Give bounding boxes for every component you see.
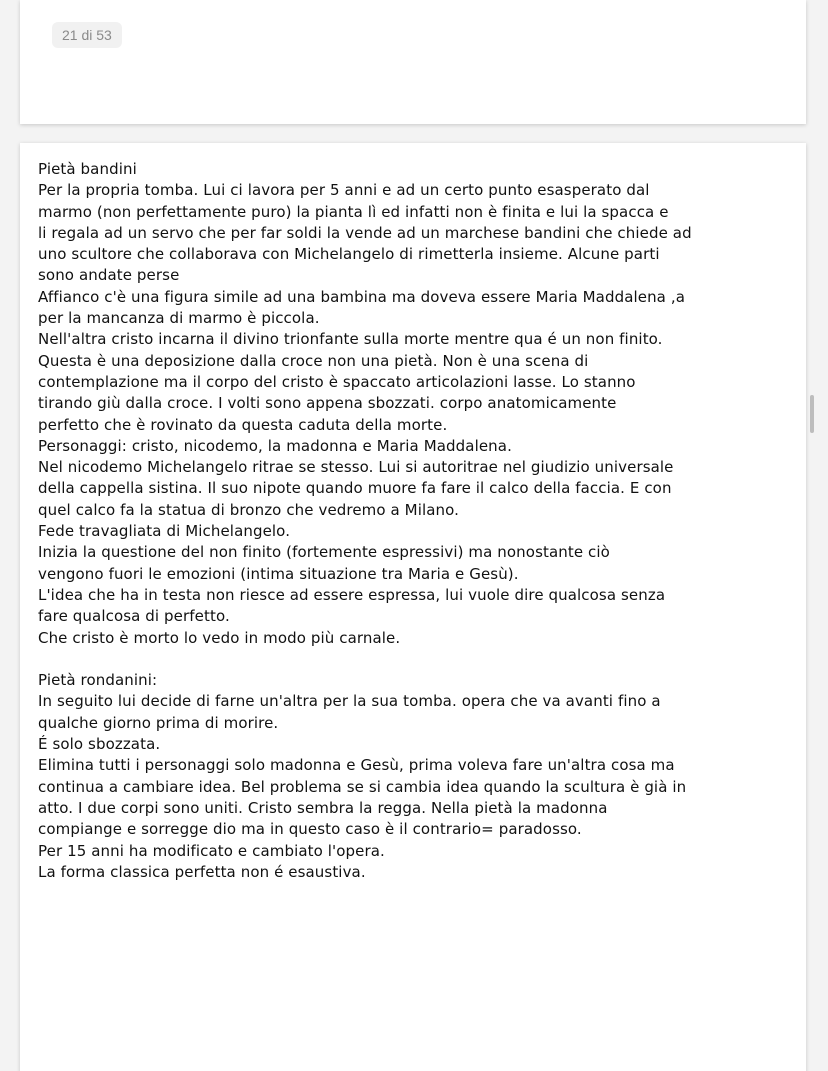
- blank-line: [38, 649, 798, 670]
- text-line: atto. I due corpi sono uniti. Cristo sembra la regga. Nella pietà la madonna: [38, 798, 608, 817]
- text-line: Questa è una deposizione dalla croce non una pietà. Non è una scena di: [38, 351, 589, 370]
- text-line: uno scultore che collaborava con Michelangelo di rimetterla insieme. Alcune parti: [38, 245, 660, 264]
- section-title-pieta-bandini: Pietà bandini: [38, 160, 137, 178]
- text-line: Personaggi: cristo, nicodemo, la madonna e Maria Maddalena.: [38, 436, 512, 455]
- text-line: Per 15 anni ha modificato e cambiato l'opera.: [38, 841, 385, 860]
- current-page: [20, 143, 806, 1071]
- text-line: Fede travagliata di Michelangelo.: [38, 522, 291, 541]
- previous-page: [20, 0, 806, 124]
- text-line: compiange e sorregge dio ma in questo caso è il contrario= paradosso.: [38, 820, 582, 839]
- handwritten-notes: [38, 159, 798, 883]
- text-line: li regala ad un servo che per far soldi la vende ad un marchese bandini che chiede ad: [38, 223, 692, 242]
- text-line: marmo (non perfettamente puro) la pianta lì ed infatti non è finita e lui la spacca e: [38, 202, 669, 221]
- text-line: per la mancanza di marmo è piccola.: [38, 309, 320, 328]
- text-line: L'idea che ha in testa non riesce ad essere espressa, lui vuole dire qualcosa senza: [38, 585, 666, 604]
- text-line: quel calco fa la statua di bronzo che vedremo a Milano.: [38, 500, 460, 519]
- text-line: sono andate perse: [38, 266, 180, 285]
- text-line: fare qualcosa di perfetto.: [38, 607, 230, 626]
- text-line: tirando giù dalla croce. I volti sono appena sbozzati. corpo anatomicamente: [38, 394, 617, 413]
- text-line: É solo sbozzata.: [38, 735, 161, 754]
- text-line: Inizia la questione del non finito (fortemente espressivi) ma nonostante ciò: [38, 543, 610, 562]
- text-line: Nel nicodemo Michelangelo ritrae se stesso. Lui si autoritrae nel giudizio universale: [38, 458, 674, 477]
- text-line: Che cristo è morto lo vedo in modo più carnale.: [38, 628, 401, 647]
- text-line: In seguito lui decide di farne un'altra per la sua tomba. opera che va avanti fino a: [38, 692, 661, 711]
- page-counter-badge: 21 di 53: [52, 22, 122, 48]
- text-line: contemplazione ma il corpo del cristo è spaccato articolazioni lasse. Lo stanno: [38, 372, 636, 391]
- text-line: Nell'altra cristo incarna il divino trionfante sulla morte mentre qua é un non finito.: [38, 330, 663, 349]
- text-line: vengono fuori le emozioni (intima situazione tra Maria e Gesù).: [38, 564, 519, 583]
- section-title-pieta-rondanini: Pietà rondanini:: [38, 671, 158, 690]
- text-line: perfetto che è rovinato da questa caduta della morte.: [38, 415, 448, 434]
- text-line: qualche giorno prima di morire.: [38, 713, 279, 732]
- text-line: continua a cambiare idea. Bel problema se si cambia idea quando la scultura è già in: [38, 777, 687, 796]
- text-line: Elimina tutti i personaggi solo madonna e Gesù, prima voleva fare un'altra cosa ma: [38, 756, 675, 775]
- text-line: della cappella sistina. Il suo nipote quando muore fa fare il calco della faccia. E con: [38, 479, 672, 498]
- scrollbar-thumb[interactable]: [810, 395, 814, 433]
- text-line: Per la propria tomba. Lui ci lavora per 5 anni e ad un certo punto esasperato dal: [38, 181, 650, 200]
- text-line: Affianco c'è una figura simile ad una bambina ma doveva essere Maria Maddalena ,a: [38, 287, 686, 306]
- text-line: La forma classica perfetta non é esaustiva.: [38, 862, 366, 881]
